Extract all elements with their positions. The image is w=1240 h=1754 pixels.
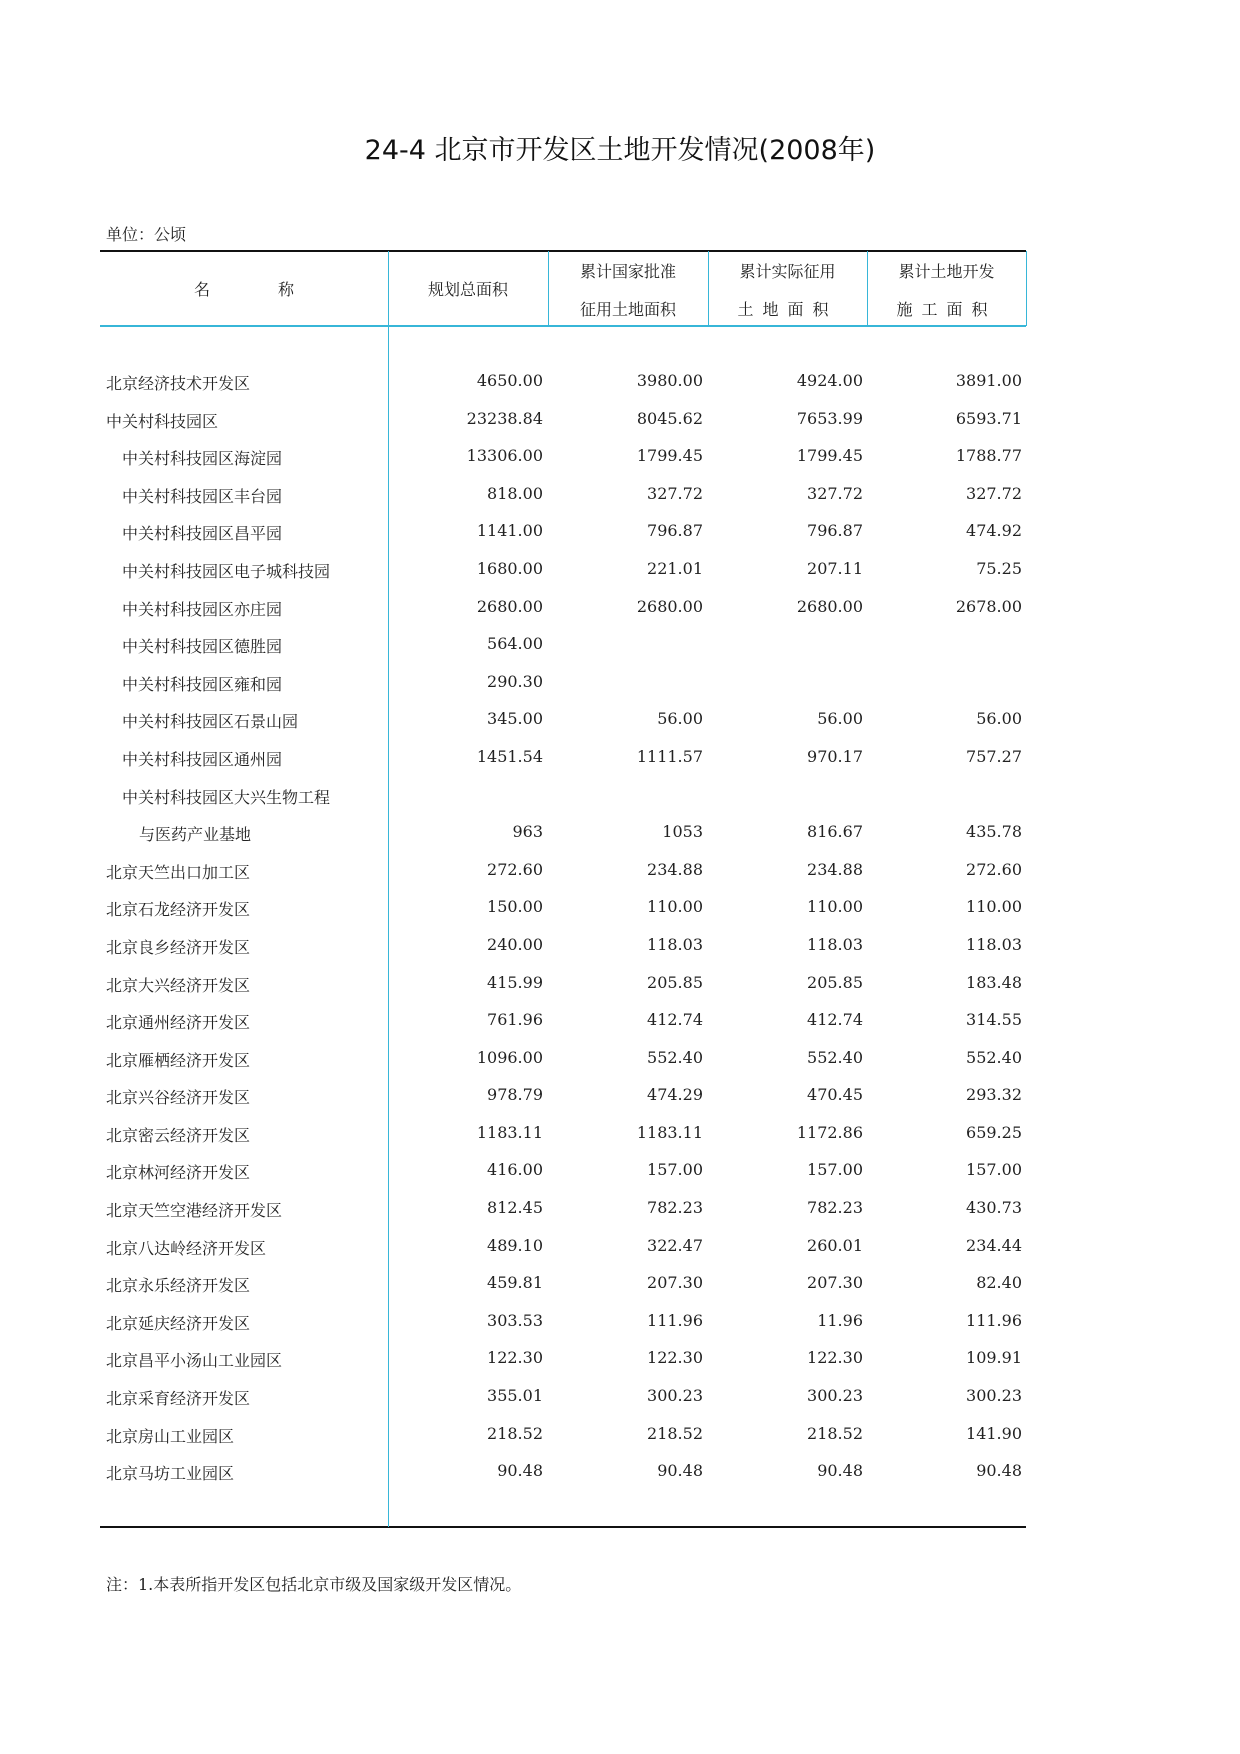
row-value-2: 111.96 bbox=[647, 1310, 703, 1330]
row-value-4: 109.91 bbox=[966, 1348, 1022, 1368]
header-actual-line1: 累计实际征用 bbox=[739, 262, 836, 281]
table-row bbox=[0, 1264, 1240, 1302]
row-value-4: 2678.00 bbox=[955, 596, 1022, 616]
row-value-2: 205.85 bbox=[647, 972, 703, 992]
row-value-3: 327.72 bbox=[807, 483, 863, 503]
row-name: 北京良乡经济开发区 bbox=[106, 937, 251, 957]
row-value-3: 4924.00 bbox=[796, 371, 863, 390]
row-value-2: 327.72 bbox=[647, 483, 703, 503]
table-row bbox=[0, 851, 1240, 889]
row-value-3: 56.00 bbox=[817, 709, 863, 729]
row-value-2: 56.00 bbox=[657, 709, 703, 729]
header-name bbox=[100, 277, 388, 300]
row-value-4: 141.90 bbox=[966, 1423, 1022, 1443]
row-value-2: 110.00 bbox=[647, 897, 703, 917]
row-value-4: 314.55 bbox=[966, 1010, 1022, 1030]
row-value-1: 1183.11 bbox=[476, 1122, 543, 1142]
row-value-1: 564.00 bbox=[487, 634, 543, 654]
row-value-4: 552.40 bbox=[966, 1047, 1022, 1067]
table-row bbox=[0, 738, 1240, 776]
row-value-3: 157.00 bbox=[807, 1160, 863, 1180]
row-value-2: 1111.57 bbox=[636, 746, 703, 766]
row-value-1: 1096.00 bbox=[476, 1047, 543, 1067]
row-value-2: 157.00 bbox=[647, 1160, 703, 1180]
table-row bbox=[0, 437, 1240, 475]
table-row bbox=[0, 588, 1240, 626]
table-row bbox=[0, 512, 1240, 550]
row-value-3: 796.87 bbox=[807, 521, 863, 541]
table-bottom-rule bbox=[100, 1526, 1026, 1528]
row-value-2: 1183.11 bbox=[636, 1122, 703, 1142]
row-value-4: 3891.00 bbox=[955, 371, 1022, 390]
table-body bbox=[0, 362, 1240, 1490]
row-value-4: 293.32 bbox=[966, 1085, 1022, 1105]
row-value-3: 218.52 bbox=[807, 1423, 863, 1443]
row-value-1: 812.45 bbox=[487, 1198, 543, 1218]
row-value-3: 1799.45 bbox=[796, 446, 863, 466]
table-row bbox=[0, 475, 1240, 513]
row-name: 与医药产业基地 bbox=[139, 825, 252, 845]
row-name: 北京房山工业园区 bbox=[106, 1426, 235, 1446]
row-value-3: 2680.00 bbox=[796, 596, 863, 616]
row-value-4: 82.40 bbox=[976, 1273, 1022, 1293]
row-name: 北京马坊工业园区 bbox=[106, 1464, 235, 1484]
row-value-1: 1451.54 bbox=[476, 746, 543, 766]
table-row bbox=[0, 400, 1240, 438]
row-value-1: 355.01 bbox=[487, 1386, 543, 1406]
row-value-1: 818.00 bbox=[487, 483, 543, 503]
table-header-rule bbox=[100, 325, 1026, 327]
row-name: 北京八达岭经济开发区 bbox=[106, 1238, 267, 1258]
row-value-1: 90.48 bbox=[497, 1461, 543, 1481]
table-row bbox=[0, 1039, 1240, 1077]
row-value-2: 1799.45 bbox=[636, 446, 703, 466]
row-name: 北京大兴经济开发区 bbox=[106, 975, 251, 995]
row-value-3: 110.00 bbox=[807, 897, 863, 917]
row-name: 中关村科技园区亦庄园 bbox=[122, 599, 283, 619]
table-row bbox=[0, 926, 1240, 964]
table-row bbox=[0, 1151, 1240, 1189]
table-row bbox=[0, 1302, 1240, 1340]
row-value-1: 218.52 bbox=[487, 1423, 543, 1443]
row-name: 中关村科技园区海淀园 bbox=[122, 449, 283, 469]
row-value-3: 207.11 bbox=[807, 558, 863, 578]
row-value-2: 218.52 bbox=[647, 1423, 703, 1443]
page-title: 24-4 北京市开发区土地开发情况(2008年) bbox=[364, 135, 876, 166]
row-value-2: 3980.00 bbox=[636, 371, 703, 390]
header-dev-line2: 施工面积 bbox=[896, 300, 997, 319]
row-value-2: 122.30 bbox=[647, 1348, 703, 1368]
row-value-1: 303.53 bbox=[487, 1310, 543, 1330]
row-value-3: 260.01 bbox=[807, 1235, 863, 1255]
table-row bbox=[0, 1339, 1240, 1377]
row-value-4: 111.96 bbox=[966, 1310, 1022, 1330]
row-value-3: 122.30 bbox=[807, 1348, 863, 1368]
row-value-4: 183.48 bbox=[966, 972, 1022, 992]
row-name: 北京经济技术开发区 bbox=[106, 374, 251, 393]
row-value-4: 56.00 bbox=[976, 709, 1022, 729]
row-value-1: 345.00 bbox=[487, 709, 543, 729]
row-value-3: 90.48 bbox=[817, 1461, 863, 1481]
row-value-1: 240.00 bbox=[487, 934, 543, 954]
row-value-4: 474.92 bbox=[966, 521, 1022, 541]
row-value-4: 234.44 bbox=[966, 1235, 1022, 1255]
row-value-2: 796.87 bbox=[647, 521, 703, 541]
table-row bbox=[0, 964, 1240, 1002]
row-value-1: 1141.00 bbox=[476, 521, 543, 541]
row-name: 北京通州经济开发区 bbox=[106, 1013, 251, 1033]
row-value-3: 782.23 bbox=[807, 1198, 863, 1218]
row-value-2: 1053 bbox=[662, 822, 703, 842]
row-value-4: 430.73 bbox=[966, 1198, 1022, 1218]
row-value-4: 110.00 bbox=[966, 897, 1022, 917]
row-value-1: 150.00 bbox=[487, 897, 543, 917]
row-name: 北京石龙经济开发区 bbox=[106, 900, 251, 920]
row-value-4: 157.00 bbox=[966, 1160, 1022, 1180]
header-name-b: 称 bbox=[278, 280, 295, 299]
row-value-1: 122.30 bbox=[487, 1348, 543, 1368]
row-name: 中关村科技园区雍和园 bbox=[122, 674, 283, 694]
row-value-1: 272.60 bbox=[487, 859, 543, 879]
row-value-4: 659.25 bbox=[966, 1122, 1022, 1142]
header-approved-line1: 累计国家批准 bbox=[579, 262, 676, 281]
row-value-3: 816.67 bbox=[807, 822, 863, 842]
row-name: 北京兴谷经济开发区 bbox=[106, 1088, 251, 1108]
table-row bbox=[0, 625, 1240, 663]
row-value-2: 782.23 bbox=[647, 1198, 703, 1218]
row-value-4: 300.23 bbox=[966, 1386, 1022, 1406]
table-row bbox=[0, 1076, 1240, 1114]
row-value-3: 412.74 bbox=[807, 1010, 863, 1030]
row-value-2: 300.23 bbox=[647, 1386, 703, 1406]
row-value-4: 272.60 bbox=[966, 859, 1022, 879]
row-name: 北京林河经济开发区 bbox=[106, 1163, 251, 1183]
row-name: 北京永乐经济开发区 bbox=[106, 1276, 251, 1296]
table-row bbox=[0, 1452, 1240, 1490]
row-value-2: 207.30 bbox=[647, 1273, 703, 1293]
unit-label: 单位：公顷 bbox=[106, 225, 187, 244]
header-name-a: 名 bbox=[193, 280, 210, 299]
row-value-1: 1680.00 bbox=[476, 558, 543, 578]
header-approved-line2: 征用土地面积 bbox=[579, 300, 676, 319]
row-name: 北京天竺空港经济开发区 bbox=[106, 1201, 283, 1221]
table-row bbox=[0, 550, 1240, 588]
row-value-2: 2680.00 bbox=[636, 596, 703, 616]
row-value-1: 290.30 bbox=[487, 671, 543, 691]
row-value-1: 4650.00 bbox=[476, 371, 543, 390]
row-name: 中关村科技园区石景山园 bbox=[122, 712, 299, 732]
header-dev-line1: 累计土地开发 bbox=[898, 262, 995, 281]
row-value-2: 322.47 bbox=[647, 1235, 703, 1255]
row-value-1: 963 bbox=[512, 822, 543, 842]
row-name: 中关村科技园区昌平园 bbox=[122, 524, 283, 544]
table-row bbox=[0, 1377, 1240, 1415]
row-value-4: 327.72 bbox=[966, 483, 1022, 503]
row-value-1: 2680.00 bbox=[476, 596, 543, 616]
table-row bbox=[0, 1001, 1240, 1039]
row-value-3: 470.45 bbox=[807, 1085, 863, 1105]
row-value-3: 7653.99 bbox=[796, 408, 863, 428]
table-row bbox=[0, 1415, 1240, 1453]
table-row bbox=[0, 1189, 1240, 1227]
header-divider bbox=[1026, 251, 1027, 326]
table-row bbox=[0, 813, 1240, 851]
row-value-1: 459.81 bbox=[487, 1273, 543, 1293]
row-value-4: 757.27 bbox=[966, 746, 1022, 766]
row-name: 北京天竺出口加工区 bbox=[106, 862, 251, 882]
row-name: 北京昌平小汤山工业园区 bbox=[106, 1351, 283, 1371]
row-name: 北京密云经济开发区 bbox=[106, 1125, 251, 1145]
row-value-3: 207.30 bbox=[807, 1273, 863, 1293]
row-value-3: 11.96 bbox=[817, 1310, 863, 1330]
row-value-2: 221.01 bbox=[647, 558, 703, 578]
footnote: 注：1.本表所指开发区包括北京市级及国家级开发区情况。 bbox=[106, 1575, 522, 1594]
row-name: 中关村科技园区大兴生物工程 bbox=[122, 787, 331, 807]
row-value-3: 970.17 bbox=[807, 746, 863, 766]
table-row bbox=[0, 663, 1240, 701]
row-value-4: 75.25 bbox=[976, 558, 1022, 578]
row-value-4: 435.78 bbox=[966, 822, 1022, 842]
row-value-3: 234.88 bbox=[807, 859, 863, 879]
row-value-4: 118.03 bbox=[966, 934, 1022, 954]
row-value-2: 90.48 bbox=[657, 1461, 703, 1481]
row-value-1: 761.96 bbox=[487, 1010, 543, 1030]
row-name: 北京采育经济开发区 bbox=[106, 1389, 251, 1409]
row-value-4: 90.48 bbox=[976, 1461, 1022, 1481]
row-value-1: 489.10 bbox=[487, 1235, 543, 1255]
row-value-2: 552.40 bbox=[647, 1047, 703, 1067]
row-name: 北京延庆经济开发区 bbox=[106, 1313, 251, 1333]
row-value-4: 1788.77 bbox=[955, 446, 1022, 466]
table-row bbox=[0, 1227, 1240, 1265]
row-name: 中关村科技园区 bbox=[106, 411, 219, 431]
table-row bbox=[0, 888, 1240, 926]
row-value-2: 474.29 bbox=[647, 1085, 703, 1105]
row-value-3: 118.03 bbox=[807, 934, 863, 954]
row-value-3: 300.23 bbox=[807, 1386, 863, 1406]
header-plan-area: 规划总面积 bbox=[427, 280, 508, 299]
table-row bbox=[0, 362, 1240, 400]
row-value-3: 1172.86 bbox=[796, 1122, 863, 1142]
table-row bbox=[0, 700, 1240, 738]
row-name: 中关村科技园区电子城科技园 bbox=[122, 561, 331, 581]
row-name: 中关村科技园区丰台园 bbox=[122, 486, 283, 506]
row-value-1: 415.99 bbox=[487, 972, 543, 992]
row-value-1: 13306.00 bbox=[466, 446, 543, 466]
row-name: 中关村科技园区通州园 bbox=[122, 749, 283, 769]
row-value-2: 234.88 bbox=[647, 859, 703, 879]
table-row bbox=[0, 776, 1240, 814]
table-row bbox=[0, 1114, 1240, 1152]
table-top-rule bbox=[100, 250, 1026, 252]
row-value-1: 23238.84 bbox=[466, 408, 543, 428]
row-value-4: 6593.71 bbox=[955, 408, 1022, 428]
row-value-1: 416.00 bbox=[487, 1160, 543, 1180]
header-actual-line2: 土地面积 bbox=[737, 300, 838, 319]
row-value-3: 205.85 bbox=[807, 972, 863, 992]
row-name: 北京雁栖经济开发区 bbox=[106, 1050, 251, 1070]
row-value-3: 552.40 bbox=[807, 1047, 863, 1067]
row-value-2: 412.74 bbox=[647, 1010, 703, 1030]
row-name: 中关村科技园区德胜园 bbox=[122, 637, 283, 657]
row-value-2: 8045.62 bbox=[636, 408, 703, 428]
row-value-2: 118.03 bbox=[647, 934, 703, 954]
row-value-1: 978.79 bbox=[487, 1085, 543, 1105]
